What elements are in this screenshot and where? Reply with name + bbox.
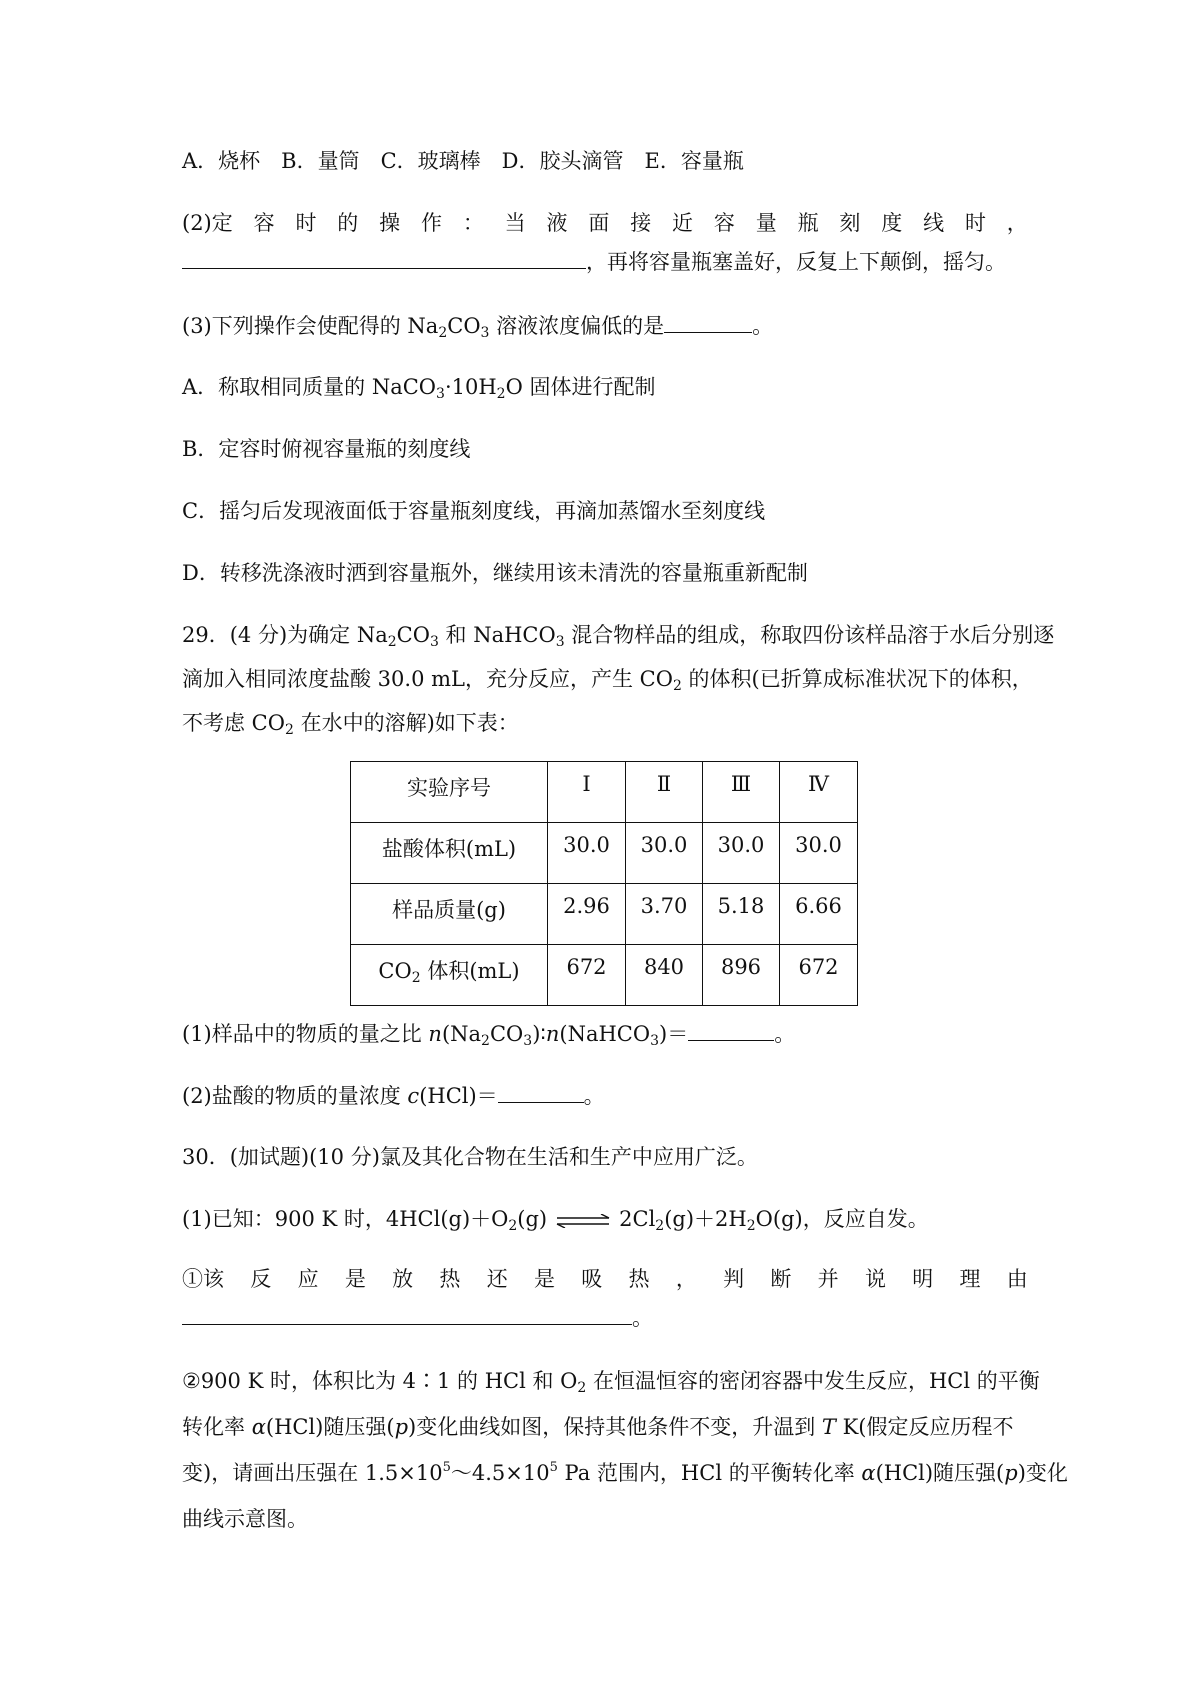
table-cell: 30.0	[703, 823, 780, 884]
question-30-ii-line-4: 曲线示意图。	[182, 1507, 308, 1531]
table-cell: 30.0	[780, 823, 858, 884]
text-char: 量	[755, 211, 777, 235]
question-30-i-continuation: 。	[182, 1302, 653, 1333]
text-char: 时	[295, 211, 317, 235]
question-2-continuation	[182, 246, 1006, 277]
text-char: 液	[546, 211, 568, 235]
question-29-line-2: 滴加入相同浓度盐酸 30.0 mL，充分反应，产生 $CO_2$ 的体积(已折算成标准状况下的体积，	[182, 667, 1033, 694]
question-29-1: (1)样品中的物质的量之比 $n(Na_2CO_3)∶n(NaHCO_3)=$ 。	[182, 1018, 795, 1049]
table-cell: 30.0	[548, 823, 626, 884]
options-line: A．烧杯 B．量筒 C．玻璃棒 D．胶头滴管 E．容量瓶	[182, 149, 744, 173]
table-cell: 3.70	[626, 884, 703, 945]
question-30-i-line	[182, 1264, 1028, 1294]
text-char: 近	[672, 211, 694, 235]
text-char: ：	[462, 211, 484, 235]
text-char: 由	[1006, 1267, 1028, 1291]
question-29-line-1: 29．(4 分)为确定 $Na_2CO_3$ 和 NaHCO$_3$ 混合物样品的组成，称取四份该样品溶于水后分别逐	[182, 623, 1055, 650]
text-char: 还	[486, 1267, 508, 1291]
text-char: 反	[250, 1267, 272, 1291]
text-char: 吸	[581, 1267, 603, 1291]
text-char: ，	[1006, 211, 1028, 235]
answer-blank[interactable]	[182, 246, 586, 269]
text-char: 断	[770, 1267, 792, 1291]
table-cell: 5.18	[703, 884, 780, 945]
table-cell: 672	[548, 945, 626, 1006]
text-char: ①该	[182, 1267, 224, 1291]
text-char: 刻	[839, 211, 861, 235]
text-char: 面	[588, 211, 610, 235]
text-char: 的	[337, 211, 359, 235]
text-char: 判	[723, 1267, 745, 1291]
table-cell: $CO_2$ 体积(mL)	[351, 945, 548, 1006]
text-char: 操	[379, 211, 401, 235]
text-char: 容	[253, 211, 275, 235]
text-char: 放	[392, 1267, 414, 1291]
question-30-1: (1)已知：900 K 时，$4HCl(g)+O_2(g)$ $2Cl_2(g)+2H_2O(g)$，反应自发。	[182, 1207, 929, 1234]
text-char: 接	[630, 211, 652, 235]
table-header-cell: Ⅳ	[780, 762, 858, 823]
answer-blank[interactable]	[664, 310, 752, 333]
option-a: A．称取相同质量的 $NaCO_3\cdot 10H_2O$ 固体进行配制	[182, 375, 656, 402]
table-header-cell: Ⅲ	[703, 762, 780, 823]
table-cell: 样品质量(g)	[351, 884, 548, 945]
table-header-cell: Ⅰ	[548, 762, 626, 823]
text-char: ，	[675, 1267, 697, 1291]
question-3: (3)下列操作会使配得的 $Na_2CO_3$ 溶液浓度偏低的是 。	[182, 310, 773, 341]
question-30-ii-line-1: ②900 K 时，体积比为 4∶1 的 HCl 和 $O_2$ 在恒温恒容的密闭容器中发生反应，HCl 的平衡	[182, 1369, 1040, 1396]
table-header-cell: 实验序号	[351, 762, 548, 823]
text-char: 度	[881, 211, 903, 235]
table-row	[351, 884, 858, 945]
equilibrium-arrow-icon	[555, 1214, 611, 1228]
text-char: 线	[923, 211, 945, 235]
table-row	[351, 945, 858, 1006]
text-char: 并	[817, 1267, 839, 1291]
table-row	[351, 762, 858, 823]
text-char: 当	[504, 211, 526, 235]
table-row	[351, 823, 858, 884]
text-char: 容	[713, 211, 735, 235]
text-char: 时	[964, 211, 986, 235]
text-char: (2)定	[182, 211, 233, 235]
table-cell: 30.0	[626, 823, 703, 884]
text-char: 作	[420, 211, 442, 235]
text-char: 热	[628, 1267, 650, 1291]
question-29-2: (2)盐酸的物质的量浓度 c(HCl)＝ 。	[182, 1080, 605, 1111]
text-char: 是	[344, 1267, 366, 1291]
question-29-line-3: 不考虑 $CO_2$ 在水中的溶解)如下表：	[182, 711, 519, 738]
option-d: D．转移洗涤液时洒到容量瓶外，继续用该未清洗的容量瓶重新配制	[182, 561, 808, 585]
table-cell: 672	[780, 945, 858, 1006]
answer-blank[interactable]	[498, 1080, 584, 1103]
table-cell: 盐酸体积(mL)	[351, 823, 548, 884]
table-cell: 896	[703, 945, 780, 1006]
question-30-ii-line-3: 变)，请画出压强在 $1.5\times 10^5\sim 4.5\times 10^5$ Pa 范围内，HCl 的平衡转化率 α(HCl)随压强(p)变化	[182, 1460, 1068, 1485]
experiment-table	[350, 761, 858, 1006]
text-char: 说	[864, 1267, 886, 1291]
answer-blank[interactable]	[182, 1302, 632, 1325]
text-char: 热	[439, 1267, 461, 1291]
option-b: B．定容时俯视容量瓶的刻度线	[182, 437, 471, 461]
table-cell: 840	[626, 945, 703, 1006]
option-c: C．摇匀后发现液面低于容量瓶刻度线，再滴加蒸馏水至刻度线	[182, 499, 766, 523]
table-cell: 6.66	[780, 884, 858, 945]
table-header-cell: Ⅱ	[626, 762, 703, 823]
question-30-ii-line-2: 转化率 α(HCl)随压强(p)变化曲线如图，保持其他条件不变，升温到 T K(假定反应历程不	[182, 1415, 1014, 1439]
text-char: 理	[959, 1267, 981, 1291]
question-2-tail: ，再将容量瓶塞盖好，反复上下颠倒，摇匀。	[586, 250, 1006, 274]
text-char: 应	[297, 1267, 319, 1291]
table-cell: 2.96	[548, 884, 626, 945]
question-30: 30．(加试题)(10 分)氯及其化合物在生活和生产中应用广泛。	[182, 1145, 758, 1169]
text-char: 瓶	[797, 211, 819, 235]
question-2-line	[182, 208, 1028, 238]
text-char: 是	[533, 1267, 555, 1291]
answer-blank[interactable]	[688, 1018, 774, 1041]
text-char: 明	[912, 1267, 934, 1291]
